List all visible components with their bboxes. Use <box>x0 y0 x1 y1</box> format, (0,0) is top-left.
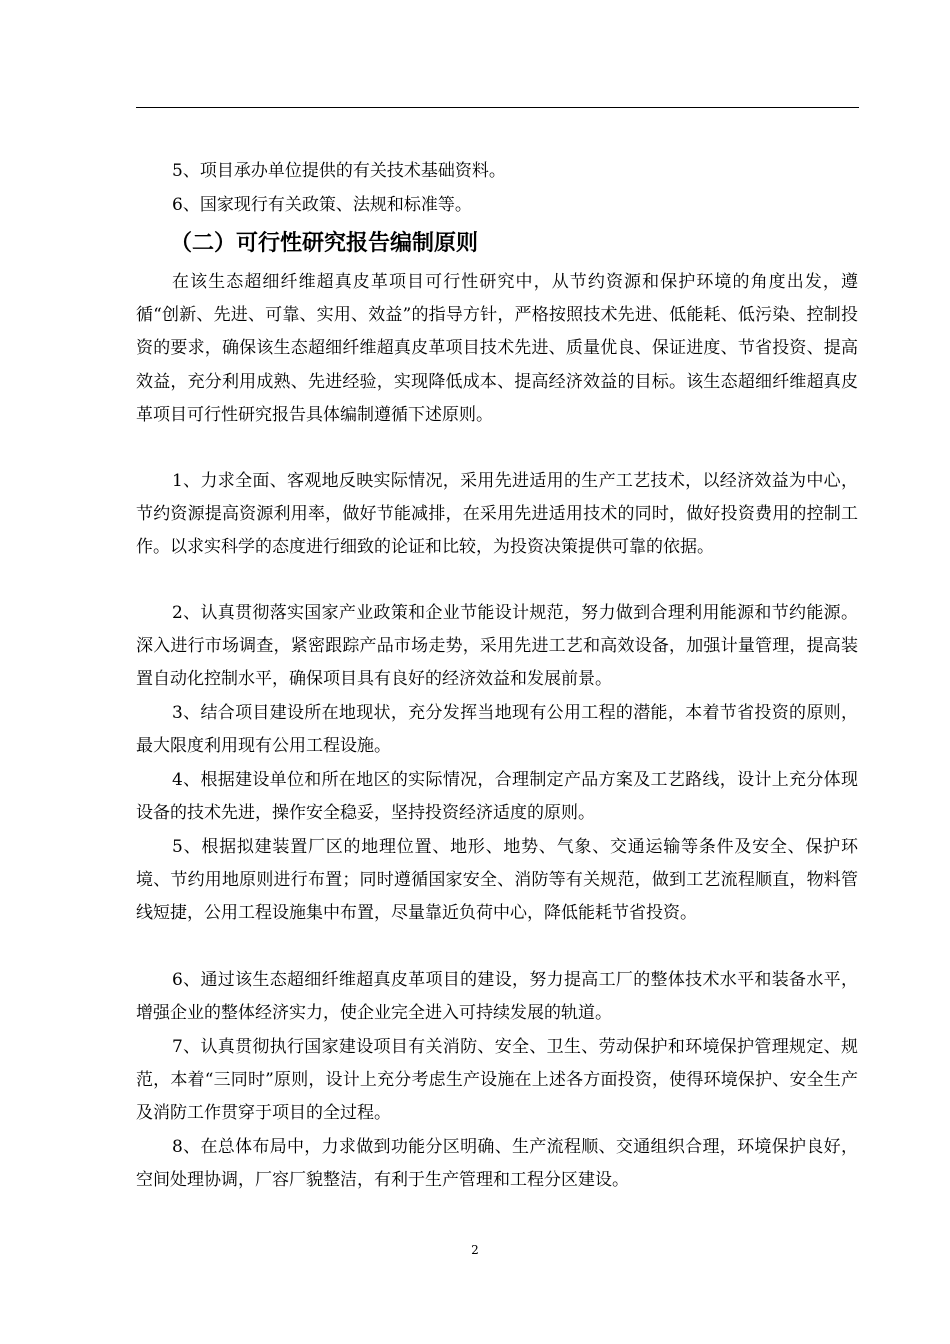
principle-2: 2、认真贯彻落实国家产业政策和企业节能设计规范，努力做到合理利用能源和节约能源。深入进行市场调查，紧密跟踪产品市场走势，采用先进工艺和高效设备，加强计量管理，提高装置自动化控制水平，确保项目具有良好的经济效益和发展前景。 <box>136 603 858 690</box>
principle-1: 1、力求全面、客观地反映实际情况，采用先进适用的生产工艺技术，以经济效益为中心，节约资源提高资源利用率，做好节能减排，在采用先进适用技术的同时，做好投资费用的控制工作。以求实科学的态度进行细致的论证和比较，为投资决策提供可靠的依据。 <box>136 471 858 558</box>
principle-3: 3、结合项目建设所在地现状，充分发挥当地现有公用工程的潜能，本着节省投资的原则，最大限度利用现有公用工程设施。 <box>136 703 858 757</box>
principle-4: 4、根据建设单位和所在地区的实际情况，合理制定产品方案及工艺路线，设计上充分体现设备的技术先进，操作安全稳妥，坚持投资经济适度的原则。 <box>136 770 858 824</box>
principle-5: 5、根据拟建装置厂区的地理位置、地形、地势、气象、交通运输等条件及安全、保护环境、节约用地原则进行布置；同时遵循国家安全、消防等有关规范，做到工艺流程顺直，物料管线短捷，公用工程设施集中布置，尽量靠近负荷中心，降低能耗节省投资。 <box>136 837 858 924</box>
principle-8: 8、在总体布局中，力求做到功能分区明确、生产流程顺、交通组织合理，环境保护良好，空间处理协调，厂容厂貌整洁，有利于生产管理和工程分区建设。 <box>136 1137 858 1191</box>
list-item: 6、国家现行有关政策、法规和标准等。 <box>172 195 472 215</box>
page-number: 2 <box>471 1243 479 1257</box>
principle-7: 7、认真贯彻执行国家建设项目有关消防、安全、卫生、劳动保护和环境保护管理规定、规范，本着“三同时”原则，设计上充分考虑生产设施在上述各方面投资，使得环境保护、安全生产及消防工作贯穿于项目的全过程。 <box>136 1037 858 1124</box>
principle-6: 6、通过该生态超细纤维超真皮革项目的建设，努力提高工厂的整体技术水平和装备水平，增强企业的整体经济实力，使企业完全进入可持续发展的轨道。 <box>136 970 858 1024</box>
header-rule <box>136 107 859 108</box>
list-item: 5、项目承办单位提供的有关技术基础资料。 <box>172 161 506 181</box>
section-heading: （二）可行性研究报告编制原则 <box>170 231 479 256</box>
intro-paragraph: 在该生态超细纤维超真皮革项目可行性研究中，从节约资源和保护环境的角度出发，遵循“创新、先进、可靠、实用、效益”的指导方针，严格按照技术先进、低能耗、低污染、控制投资的要求，确保该生态超细纤维超真皮革项目技术先进、质量优良、保证进度、节省投资、提高效益，充分利用成熟、先进经验，实现降低成本、提高经济效益的目标。该生态超细纤维超真皮革项目可行性研究报告具体编制遵循下述原则。 <box>136 272 858 425</box>
